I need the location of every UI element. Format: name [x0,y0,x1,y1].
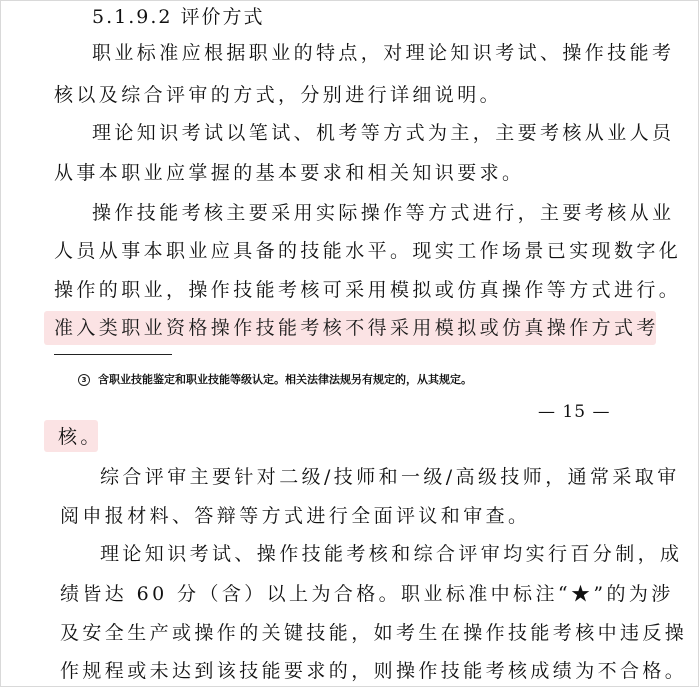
paragraph-line: 人员从事本职业应具备的技能水平。现实工作场景已实现数字化 [54,240,682,262]
paragraph-line: 综合评审主要针对二级/技师和一级/高级技师，通常采取审 [100,466,680,488]
paragraph-line: 核以及综合评审的方式，分别进行详细说明。 [54,84,503,106]
paragraph-line: 操作技能考核主要采用实际操作等方式进行，主要考核从业 [92,202,675,224]
paragraph-line: 理论知识考试以笔试、机考等方式为主，主要考核从业人员 [92,122,675,144]
footnote-rule [54,354,172,355]
paragraph-line: 理论知识考试、操作技能考核和综合评审均实行百分制，成 [100,543,683,565]
highlighted-line: 核。 [58,426,103,448]
section-heading: 5.1.9.2 评价方式 [92,6,265,28]
page-number: — 15 — [538,402,611,422]
paragraph-line: 操作的职业，操作技能考核可采用模拟或仿真操作等方式进行。 [54,279,682,301]
highlighted-line: 准入类职业资格操作技能考核不得采用模拟或仿真操作方式考 [54,317,659,339]
paragraph-line: 从事本职业应掌握的基本要求和相关知识要求。 [54,162,525,184]
paragraph-line: 及安全生产或操作的关键技能，如考生在操作技能考核中违反操 [60,622,688,644]
paragraph-line: 阅申报材料、答辩等方式进行全面评议和审查。 [60,505,531,527]
footnote [78,372,472,388]
paragraph-line: 绩皆达 60 分（含）以上为合格。职业标准中标注“★”的为涉 [60,583,674,605]
paragraph-line: 职业标准应根据职业的特点，对理论知识考试、操作技能考 [92,42,675,64]
paragraph-line: 作规程或未达到该技能要求的，则操作技能考核成绩为不合格。 [60,660,688,682]
footnote-marker: 3 [78,374,90,386]
footnote-text: 含职业技能鉴定和职业技能等级认定。相关法律法规另有规定的，从其规定。 [98,373,472,386]
